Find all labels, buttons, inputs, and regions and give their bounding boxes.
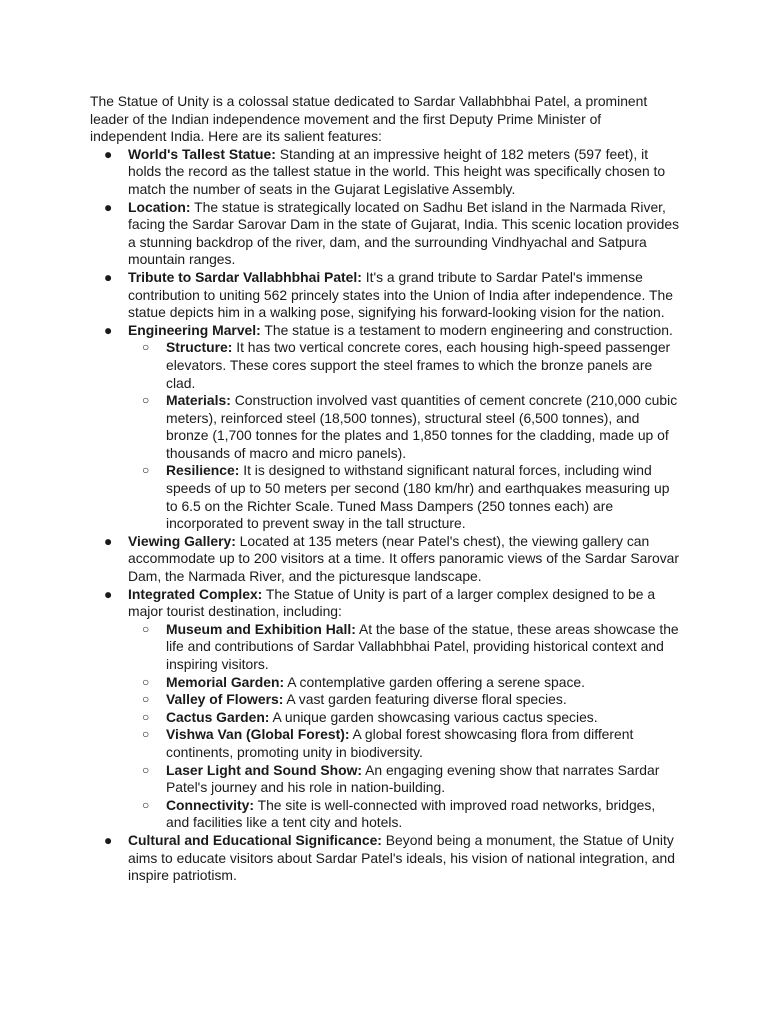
- bullet-icon: ●: [104, 145, 113, 162]
- sub-list-item: [128, 709, 680, 727]
- item-text: Construction involved vast quantities of cement concrete (210,000 cubic meters), reinforced steel (18,500 tonnes), structural steel (6,500 tonnes), and bronze (1,700 tonnes for the plates and 1,850 tonnes for the cladding, made up of thousands of macro and micro panels).: [166, 392, 678, 461]
- circle-bullet-icon: ○: [142, 340, 150, 355]
- item-title: Vishwa Van (Global Forest):: [166, 726, 350, 743]
- sub-list-item: [128, 462, 680, 532]
- bullet-icon: ●: [104, 321, 113, 338]
- list-item: [90, 322, 680, 533]
- item-text: The statue is a testament to modern engineering and construction.: [260, 321, 673, 338]
- list-item: [90, 832, 680, 885]
- item-text: A vast garden featuring diverse floral species.: [283, 691, 567, 708]
- list-item: [90, 146, 680, 199]
- item-text: Standing at an impressive height of 182 meters (597 feet), it holds the record as the tallest statue in the world. This height was specifically chosen to match the number of seats in the Gujarat Legislative Assembly.: [128, 145, 666, 197]
- intro-paragraph: The Statue of Unity is a colossal statue dedicated to Sardar Vallabhbhai Patel, a prominent leader of the Indian independence movement and the first Deputy Prime Minister of independent India. Here are its salient features:: [90, 93, 648, 145]
- circle-bullet-icon: ○: [142, 709, 150, 724]
- sub-list: [128, 339, 680, 533]
- sub-list: [128, 621, 680, 832]
- bullet-icon: ●: [104, 831, 113, 848]
- item-text: A unique garden showcasing various cactus species.: [269, 708, 598, 725]
- item-title: Cactus Garden:: [166, 708, 270, 725]
- circle-bullet-icon: ○: [142, 727, 150, 742]
- item-title: Engineering Marvel:: [128, 321, 261, 338]
- item-title: Tribute to Sardar Vallabhbhai Patel:: [128, 268, 362, 285]
- document-page: [90, 93, 680, 885]
- sub-list-item: [128, 726, 680, 761]
- circle-bullet-icon: ○: [142, 762, 150, 777]
- item-text: A contemplative garden offering a serene space.: [284, 673, 586, 690]
- bullet-icon: ●: [104, 198, 113, 215]
- circle-bullet-icon: ○: [142, 692, 150, 707]
- item-title: Integrated Complex:: [128, 585, 263, 602]
- item-title: Viewing Gallery:: [128, 532, 236, 549]
- item-title: Resilience:: [166, 462, 240, 479]
- circle-bullet-icon: ○: [142, 393, 150, 408]
- sub-list-item: [128, 762, 680, 797]
- item-text: An engaging evening show that narrates Sardar Patel's journey and his role in nation-building.: [166, 761, 660, 796]
- item-title: Museum and Exhibition Hall:: [166, 620, 356, 637]
- item-title: Cultural and Educational Significance:: [128, 831, 382, 848]
- list-item: [90, 269, 680, 322]
- item-text: Located at 135 meters (near Patel's chest), the viewing gallery can accommodate up to 200 visitors at a time. It offers panoramic views of the Sardar Sarovar Dam, the Narmada River, and the picturesque landscape.: [128, 532, 679, 585]
- item-text: Beyond being a monument, the Statue of Unity aims to educate visitors about Sardar Patel's ideals, his vision of national integration, and inspire patriotism.: [128, 831, 676, 884]
- item-text: It's a grand tribute to Sardar Patel's immense contribution to uniting 562 princely states into the Union of India after independence. The statue depicts him in a walking pose, signifying his forward-looking vision for the nation.: [128, 268, 673, 321]
- sub-list-item: [128, 691, 680, 709]
- list-item: [90, 199, 680, 269]
- item-title: Structure:: [166, 339, 233, 356]
- list-item: [90, 586, 680, 832]
- sub-list-item: [128, 392, 680, 462]
- item-title: Connectivity:: [166, 796, 254, 813]
- item-title: World's Tallest Statue:: [128, 145, 276, 162]
- item-title: Valley of Flowers:: [166, 691, 284, 708]
- sub-list-item: [128, 339, 680, 392]
- bullet-icon: ●: [104, 268, 113, 285]
- item-text: The Statue of Unity is part of a larger complex designed to be a major tourist destination, including:: [128, 585, 656, 620]
- item-title: Materials:: [166, 392, 231, 409]
- list-item: [90, 533, 680, 586]
- bullet-icon: ●: [104, 532, 113, 549]
- circle-bullet-icon: ○: [142, 797, 150, 812]
- features-list: [90, 146, 680, 885]
- bullet-icon: ●: [104, 585, 113, 602]
- item-text: The statue is strategically located on Sadhu Bet island in the Narmada River, facing the Sardar Sarovar Dam in the state of Gujarat, India. This scenic location provides a stunning backdrop of the river, dam, and the surrounding Vindhyachal and Satpura mountain ranges.: [128, 198, 680, 268]
- item-title: Laser Light and Sound Show:: [166, 761, 363, 778]
- item-title: Memorial Garden:: [166, 673, 285, 690]
- item-title: Location:: [128, 198, 191, 215]
- circle-bullet-icon: ○: [142, 674, 150, 689]
- circle-bullet-icon: ○: [142, 621, 150, 636]
- item-text: It is designed to withstand significant natural forces, including wind speeds of up to 50 meters per second (180 km/hr) and earthquakes measuring up to 6.5 on the Richter Scale. Tuned Mass Dampers (250 tonnes each) are incorporated to prevent sway in the tall structure.: [166, 462, 670, 532]
- sub-list-item: [128, 674, 680, 692]
- item-text: It has two vertical concrete cores, each housing high-speed passenger elevators. These cores support the steel frames to which the bronze panels are clad.: [166, 339, 671, 391]
- item-text: The site is well-connected with improved road networks, bridges, and facilities like a tent city and hotels.: [166, 796, 656, 831]
- item-text: A global forest showcasing flora from different continents, promoting unity in biodiversity.: [166, 726, 634, 760]
- item-text: At the base of the statue, these areas showcase the life and contributions of Sardar Vallabhbhai Patel, providing historical context and inspiring visitors.: [166, 620, 679, 672]
- sub-list-item: [128, 797, 680, 832]
- circle-bullet-icon: ○: [142, 463, 150, 478]
- sub-list-item: [128, 621, 680, 674]
